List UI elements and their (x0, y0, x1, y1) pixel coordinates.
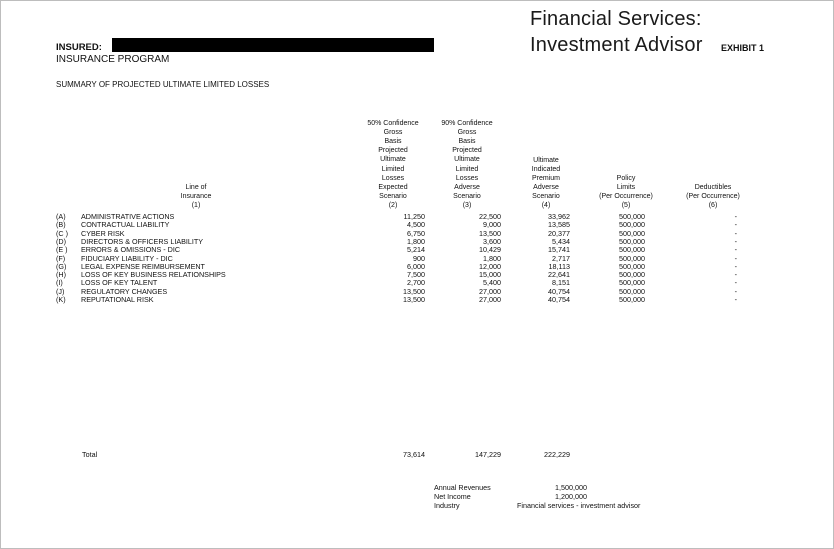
column-header-line: Premium (531, 174, 560, 182)
column-header-line: Limited (455, 165, 479, 173)
cell-c5: 500,000 (619, 220, 645, 230)
column-header-2 (353, 119, 433, 210)
cell-c6: - (734, 270, 737, 280)
cell-c5: 500,000 (619, 295, 645, 304)
cell-code: (H) (56, 270, 66, 280)
column-header-line: Ultimate (380, 156, 406, 164)
cell-c5: 500,000 (619, 270, 645, 280)
cell-name: REGULATORY CHANGES (81, 286, 168, 296)
column-header-line: Losses (381, 174, 405, 182)
column-header-line: 50% Confidence (367, 120, 419, 128)
column-header-line: Insurance (180, 192, 212, 200)
cell-c4: 33,962 (548, 212, 570, 221)
info-label-revenues: Annual Revenues (434, 483, 491, 492)
cell-c4: 8,151 (552, 278, 570, 288)
cell-c4: 22,641 (548, 270, 570, 280)
column-header-6 (673, 183, 753, 210)
cell-name: REPUTATIONAL RISK (81, 295, 154, 304)
column-header-line: Gross (383, 129, 403, 137)
column-header-4 (506, 156, 586, 211)
cell-c2: 11,250 (403, 212, 425, 221)
cell-c2: 5,214 (407, 245, 425, 255)
column-header-1 (141, 183, 251, 210)
cell-c6: - (734, 286, 737, 296)
column-header-line: Projected (378, 147, 408, 155)
cell-c6: - (734, 295, 737, 304)
title-line-2: Investment Advisor (530, 34, 703, 56)
cell-name: LEGAL EXPENSE REIMBURSEMENT (81, 261, 205, 271)
cell-c3: 13,500 (479, 228, 501, 238)
cell-c6: - (734, 261, 737, 271)
summary-title: SUMMARY OF PROJECTED ULTIMATE LIMITED LOSSES (56, 80, 270, 89)
info-label-industry: Industry (434, 501, 460, 510)
cell-c2: 6,750 (407, 228, 425, 238)
exhibit-label: EXHIBIT 1 (721, 43, 765, 53)
column-number: (1) (191, 201, 201, 209)
cell-code: (C ) (56, 228, 68, 238)
column-header-line: Basis (458, 138, 476, 146)
cell-code: (D) (56, 236, 66, 246)
cell-c2: 2,700 (407, 278, 425, 288)
cell-c3: 27,000 (479, 295, 501, 304)
cell-name: ADMINISTRATIVE ACTIONS (81, 212, 175, 221)
redaction-bar (112, 38, 434, 52)
cell-c3: 27,000 (479, 286, 501, 296)
cell-c6: - (734, 228, 737, 238)
title-line-1: Financial Services: (530, 8, 702, 30)
cell-c4: 18,113 (548, 261, 570, 271)
column-number: (6) (708, 201, 718, 209)
cell-c3: 9,000 (483, 220, 501, 230)
total-col-2: 73,614 (403, 450, 425, 459)
column-header-line: Limited (381, 165, 405, 173)
info-value-revenues: 1,500,000 (555, 483, 587, 492)
cell-name: CYBER RISK (81, 228, 125, 238)
column-header-line: Scenario (532, 192, 560, 200)
info-value-industry: Financial services - investment advisor (517, 501, 641, 510)
column-header-line: Policy (616, 174, 636, 182)
total-label: Total (82, 450, 98, 459)
column-header-line: Ultimate (533, 156, 559, 164)
cell-c3: 12,000 (479, 261, 501, 271)
cell-c6: - (734, 253, 737, 263)
column-number: (3) (462, 201, 472, 209)
cell-c4: 20,377 (548, 228, 570, 238)
column-header-line: Expected (378, 183, 408, 191)
cell-c3: 15,000 (479, 270, 501, 280)
column-header-line: Scenario (379, 192, 407, 200)
cell-c2: 13,500 (403, 295, 425, 304)
cell-c3: 10,429 (479, 245, 501, 255)
column-number: (2) (388, 201, 398, 209)
cell-name: LOSS OF KEY BUSINESS RELATIONSHIPS (81, 270, 226, 280)
cell-code: (K) (56, 295, 66, 304)
cell-c2: 6,000 (407, 261, 425, 271)
column-header-line: Ultimate (454, 156, 480, 164)
column-header-line: 90% Confidence (441, 120, 493, 128)
column-header-line: Scenario (453, 192, 481, 200)
cell-c5: 500,000 (619, 228, 645, 238)
cell-name: FIDUCIARY LIABILITY - DIC (81, 253, 173, 263)
cell-c6: - (734, 245, 737, 255)
column-number: (5) (621, 201, 631, 209)
total-col-3: 147,229 (475, 450, 501, 459)
cell-code: (B) (56, 220, 66, 230)
cell-c2: 7,500 (407, 270, 425, 280)
cell-c5: 500,000 (619, 212, 645, 221)
cell-c4: 13,585 (548, 220, 570, 230)
cell-c3: 1,800 (483, 253, 501, 263)
column-header-line: Deductibles (694, 183, 732, 191)
cell-c6: - (734, 278, 737, 288)
column-header-5 (586, 174, 666, 210)
column-header-line: Basis (384, 138, 402, 146)
column-header-line: (Per Occurrence) (686, 192, 740, 200)
column-header-line: Limits (616, 183, 636, 191)
cell-c3: 5,400 (483, 278, 501, 288)
cell-c5: 500,000 (619, 236, 645, 246)
cell-c6: - (734, 236, 737, 246)
cell-c5: 500,000 (619, 286, 645, 296)
cell-c6: - (734, 220, 737, 230)
cell-code: (G) (56, 261, 67, 271)
total-col-4: 222,229 (544, 450, 570, 459)
info-value-net-income: 1,200,000 (555, 492, 587, 501)
cell-code: (F) (56, 253, 66, 263)
cell-c2: 900 (413, 253, 425, 263)
cell-c4: 2,717 (552, 253, 570, 263)
insured-label: INSURED: (56, 42, 102, 53)
table-row (1, 295, 834, 305)
column-header-line: Adverse (533, 183, 559, 191)
cell-code: (A) (56, 212, 66, 221)
cell-code: (I) (56, 278, 63, 288)
column-header-line: Line of (185, 183, 207, 191)
cell-c2: 13,500 (403, 286, 425, 296)
cell-c2: 4,500 (407, 220, 425, 230)
cell-name: LOSS OF KEY TALENT (81, 278, 158, 288)
cell-code: (E ) (56, 245, 68, 255)
cell-c3: 3,600 (483, 236, 501, 246)
info-label-net-income: Net Income (434, 492, 471, 501)
column-header-3 (427, 119, 507, 210)
cell-c6: - (734, 212, 737, 221)
column-header-line: (Per Occurrence) (599, 192, 653, 200)
cell-c4: 40,754 (548, 286, 570, 296)
cell-c4: 40,754 (548, 295, 570, 304)
cell-name: ERRORS & OMISSIONS - DIC (81, 245, 181, 255)
cell-name: DIRECTORS & OFFICERS LIABILITY (81, 236, 204, 246)
column-header-line: Gross (457, 129, 477, 137)
column-header-line: Projected (452, 147, 482, 155)
column-header-line: Indicated (531, 165, 561, 173)
cell-c5: 500,000 (619, 253, 645, 263)
column-header-line: Losses (455, 174, 479, 182)
cell-code: (J) (56, 286, 65, 296)
column-header-line: Adverse (454, 183, 480, 191)
cell-name: CONTRACTUAL LIABILITY (81, 220, 170, 230)
cell-c4: 5,434 (552, 236, 570, 246)
cell-c5: 500,000 (619, 245, 645, 255)
cell-c2: 1,800 (407, 236, 425, 246)
cell-c5: 500,000 (619, 278, 645, 288)
cell-c4: 15,741 (548, 245, 570, 255)
cell-c3: 22,500 (479, 212, 501, 221)
column-number: (4) (541, 201, 551, 209)
cell-c5: 500,000 (619, 261, 645, 271)
program-label: INSURANCE PROGRAM (56, 54, 170, 65)
